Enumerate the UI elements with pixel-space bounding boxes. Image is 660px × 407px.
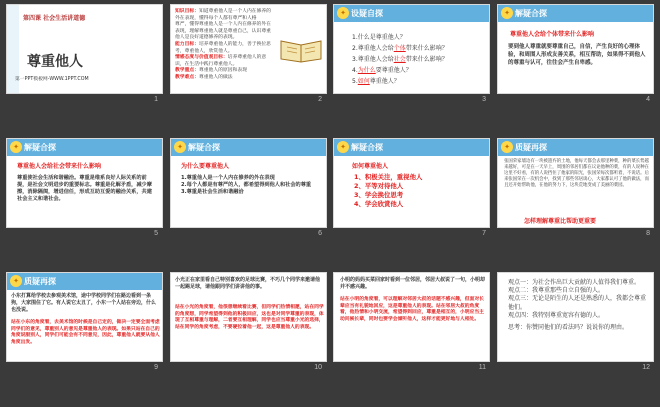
slide-thumbnail-8[interactable] xyxy=(497,138,654,228)
slide-body: 要到他人尊重就要尊重自己，自信，产生良好的心理体验，和周围人形成友善关系，相互帮助，如果得不到他人的尊重与认可，往往会产生自卑感。 xyxy=(508,44,646,66)
slide-body: 1.尊重他人是一个人内在修养的外在表现 2.每个人都是有尊严的人，都希望得到他人和社会的尊重 3.尊重是社会生活和谐融洽 xyxy=(181,175,312,195)
analysis-text: 站在小光的角度看，他很想继续看比赛，但同学们热情相邀，站在同学的角度想，同学希望得到他的积极回应，这也是对同学尊重的表现，体现了互相尊重与理解，二者要互相理解，同学也应当尊重小光的选择，站在同学的角度考虑，不要硬拉着他一起，这是尊重他人的表现。 xyxy=(175,305,324,330)
slide-thumbnail-3[interactable] xyxy=(333,4,490,94)
slide-thumbnail-2[interactable] xyxy=(170,4,327,94)
slide-subtitle: 如何尊重他人 xyxy=(352,163,389,170)
lightbulb-icon: ✦ xyxy=(501,141,513,153)
lightbulb-icon: ✦ xyxy=(337,141,349,153)
analysis-text: 站在小东的角度看，去美术馆的时候是自己定的，做决一定要全面考虑同学们的意见，尊重别人的意见是尊重他人的表现。如果只站在自己的角度说服别人，同学们可能会有不同意见，因此，尊重他人就要从他人角度出发。 xyxy=(11,320,160,345)
slide-number: 2 xyxy=(318,96,322,103)
slide-number: 9 xyxy=(154,364,158,371)
slide-main-title: 尊重他人 xyxy=(27,54,83,70)
slide-number: 10 xyxy=(314,364,322,371)
slide-subtitle: 尊重他人会给个体带来什么影响 xyxy=(510,31,595,38)
question-list: 1.什么是尊重他人？ 2.尊重他人会给个体带来什么影响？ 3.尊重他人会给社会带来什么影响？ 4.为什么要尊重他人？ 5.如何尊重他人？ xyxy=(352,34,448,85)
slide-body: 张国荣家墙边有一块被遗弃的土地，他每天都会去那里种菜，种的菜长势越来越好，可是在一天早上，周围的邻居们都在议论他种的菜，有的人说种在这里不好看，有的人说挡住了他家的阳光，张国荣每次都听着，不说话。后来张国荣在一次机会中，找到了那些邻居谈心，大家都认可了他的做法，而且还开始帮助他，在他的努力下，这块荒地变成了美丽的菜园。 xyxy=(504,159,649,188)
list-item: 观点三：无论是陌生的人还是熟悉的人，我都会尊重他们。 xyxy=(508,296,647,311)
slide-thumbnail-10[interactable] xyxy=(170,272,327,362)
method-list xyxy=(354,173,422,209)
slide-thumbnail-9[interactable] xyxy=(6,272,163,362)
lightbulb-icon: ✦ xyxy=(174,141,186,153)
slide-header: ✦ 质疑再探 xyxy=(498,139,653,156)
list-item: 4、学会欣赏他人 xyxy=(354,200,404,208)
lightbulb-icon: ✦ xyxy=(10,275,22,287)
scenario-text: 小明的妈妈买菜回家时看到一位邻居，邻居大叔说了一句，小明却并不感兴趣。 xyxy=(340,277,486,290)
list-item: 2、平等对待他人 xyxy=(354,182,404,190)
lightbulb-icon: ✦ xyxy=(501,7,513,19)
slide-body: 尊重使社会生活和谐融洽。尊重是维系良好人际关系的前提，是社会文明进步的重要标志。尊重是化解矛盾，减少摩擦，消除隔阂，增进信任，形成互助互爱的融洽关系，共建社会主义和谐社会。 xyxy=(17,175,152,202)
lightbulb-icon: ✦ xyxy=(337,7,349,19)
opinion-list xyxy=(508,279,648,332)
slide-header: ✦ 解疑合探 xyxy=(334,139,489,156)
slide-thumbnail-6[interactable] xyxy=(170,138,327,228)
slide-subtitle: 尊重他人会给社会带来什么影响 xyxy=(17,163,102,170)
slide-subtitle: 为什么要尊重他人 xyxy=(181,163,230,170)
slide-number: 7 xyxy=(482,230,486,237)
slide-thumbnail-7[interactable] xyxy=(333,138,490,228)
slide-number: 12 xyxy=(642,364,650,371)
objectives-panel: 知识目标：知道尊重他人是一个人内在修养的外在表现，懂得每个人都有尊严和人格 尊严，懂得尊重他人是一个人内在修养的外在表现，理解尊重他人就是尊重自己，认识尊重他人是良好道德修养的表现。 能力目标：培养尊重他人的能力，善于换位思考，尊重他人，欣赏他人。 情感态度与价值观目标：培养尊重他人的意识，在生活中践行尊重他人。 教学重点：尊重他人的原因和表现 教学难点：尊重他人的做法 xyxy=(175,9,271,80)
slide-header: ✦ 质疑再探 xyxy=(7,273,162,290)
open-book-icon xyxy=(279,35,323,63)
slide-number: 5 xyxy=(154,230,158,237)
lesson-title: 第四课 社会生活讲道德 xyxy=(23,15,86,22)
slide-thumbnail-12[interactable] xyxy=(497,272,654,362)
list-item: 观点二：我尊重那些自立自强的人。 xyxy=(508,288,605,295)
scenario-text: 小东打算给学校去参观美术馆，途中学校同学们在路边看到一条狗，大家围住了它。有人说它太丑了，小东一个人站在旁边，什么也没说。 xyxy=(11,293,157,313)
discussion-question: 怎样理解尊重比帮助更重要 xyxy=(524,218,597,225)
slide-number: 3 xyxy=(482,96,486,103)
slide-header: ✦ 设疑自探 xyxy=(334,5,489,22)
slide-header: ✦ 解疑合探 xyxy=(171,139,326,156)
analysis-text: 站在小明的角度看，可以理解对邻居大叔的话题不感兴趣，但面对长辈应当有礼貌地回应，这是尊重他人的表现。站在邻居大叔的角度看，他热情和小明交流，希望得到回应，尊重是相互的，小明应当主动问候长辈，同时也要学会倾听他人，这样才能更好地与人相处。 xyxy=(340,297,484,322)
slide-number: 8 xyxy=(646,230,650,237)
slide-thumbnail-5[interactable] xyxy=(6,138,163,228)
list-item: 1、积极关注，重视他人 xyxy=(354,173,423,181)
slide-number: 4 xyxy=(646,96,650,103)
slide-footer: 第一PPT模板网-WWW.1PPT.COM xyxy=(15,77,89,82)
list-item: 观点一：为社会作出巨大贡献的人值得我们尊重。 xyxy=(508,280,641,286)
slide-number: 11 xyxy=(478,364,486,371)
slide-thumbnail-4[interactable] xyxy=(497,4,654,94)
slide-thumbnail-1[interactable] xyxy=(6,4,163,94)
slide-header: ✦ 解疑合探 xyxy=(498,5,653,22)
scenario-text: 小光正在家里看自己特别喜欢的足球比赛，不巧几个同学来邀请他一起踢足球，请他跟同学们讲讲他的事。 xyxy=(175,277,321,290)
slide-thumbnail-11[interactable] xyxy=(333,272,490,362)
question-text: 思考：你赞同他们的看法吗？说说你的理由。 xyxy=(508,325,629,332)
slide-number: 6 xyxy=(318,230,322,237)
list-item: 3、学会换位思考 xyxy=(354,191,404,199)
lightbulb-icon: ✦ xyxy=(10,141,22,153)
list-item: 观点四：我特别尊重宽容有德的人。 xyxy=(508,312,605,319)
slide-number: 1 xyxy=(154,96,158,103)
slide-header: ✦ 解疑合探 xyxy=(7,139,162,156)
